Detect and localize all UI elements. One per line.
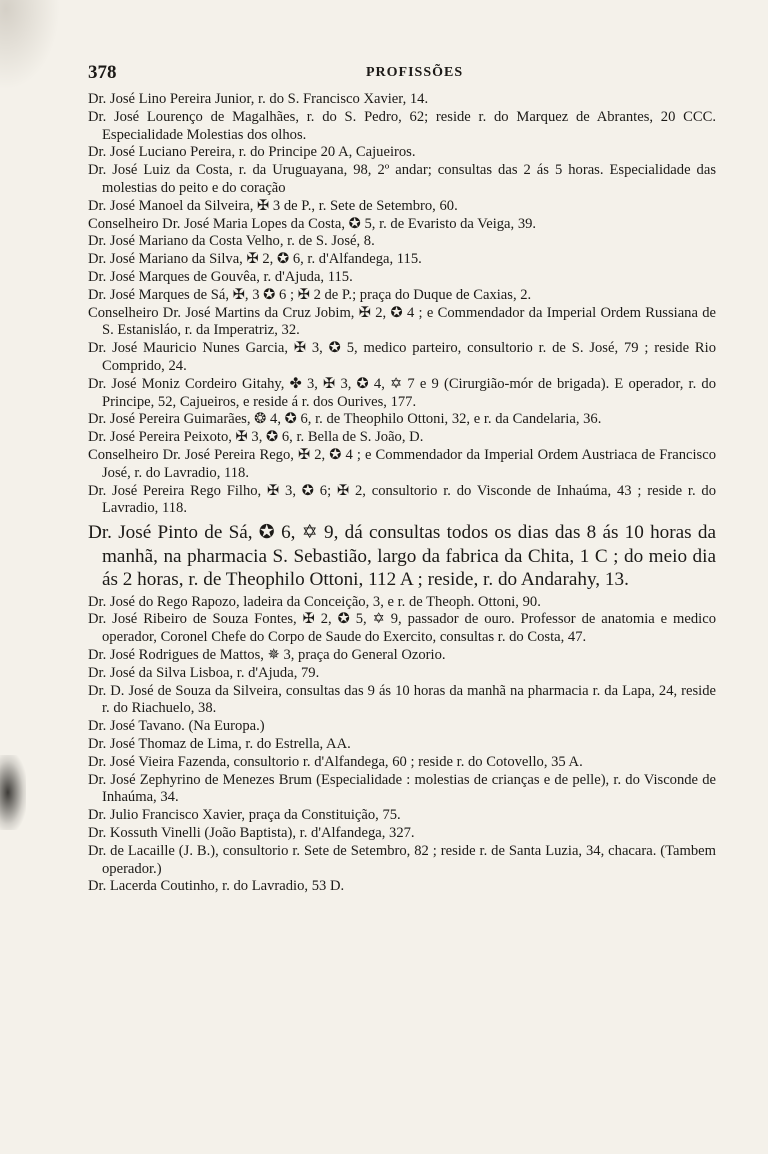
directory-entry: Dr. José da Silva Lisboa, r. d'Ajuda, 79. <box>88 664 320 681</box>
page-header <box>88 62 728 84</box>
directory-entry: Dr. José Pereira Peixoto, ✠ 3, ✪ 6, r. Bella de S. João, D. <box>88 429 424 446</box>
running-title: PROFISSÕES <box>366 65 464 80</box>
directory-entry: Dr. José Mariano da Silva, ✠ 2, ✪ 6, r. d'Alfandega, 115. <box>88 251 422 268</box>
directory-entry: Dr. José do Rego Rapozo, ladeira da Conceição, 3, e r. de Theoph. Ottoni, 90. <box>88 593 541 610</box>
directory-entry: Dr. José Lino Pereira Junior, r. do S. Francisco Xavier, 14. <box>88 91 429 107</box>
directory-entry: Dr. José Moniz Cordeiro Gitahy, ✤ 3, ✠ 3, ✪ 4, ✡ 7 e 9 (Cirurgião-mór de brigada). E operador, r. do Principe, 52, Cajueiros, e reside á r. dos Ourives, 177. <box>88 375 716 410</box>
directory-entry: Dr. José Ribeiro de Souza Fontes, ✠ 2, ✪ 5, ✡ 9, passador de ouro. Professor de anatomia e medico operador, Coronel Chefe do Corpo de Saude do Exercito, consultas r. do Costa, 47. <box>88 611 716 646</box>
directory-entry: Dr. José Lourenço de Magalhães, r. do S. Pedro, 62; reside r. do Marquez de Abrantes, 20 CCC. Especialidade Molestias dos olhos. <box>88 108 716 143</box>
directory-entry: Dr. de Lacaille (J. B.), consultorio r. Sete de Setembro, 82 ; reside r. de Santa Luzia, 34, chacara. (Tambem operador.) <box>88 842 716 877</box>
directory-entry: Dr. José Luiz da Costa, r. da Uruguayana, 98, 2º andar; consultas das 2 ás 5 horas. Especialidade das molestias do peito e do coração <box>88 162 716 196</box>
directory-entry: Conselheiro Dr. José Maria Lopes da Costa, ✪ 5, r. de Evaristo da Veiga, 39. <box>88 215 537 232</box>
directory-entry: Dr. José Pereira Rego Filho, ✠ 3, ✪ 6; ✠ 2, consultorio r. do Visconde de Inhaúma, 43 ; reside r. do Lavradio, 118. <box>88 482 716 517</box>
directory-entry: Dr. José Mariano da Costa Velho, r. de S. José, 8. <box>88 233 375 250</box>
directory-entry: Dr. José Thomaz de Lima, r. do Estrella, AA. <box>88 736 351 752</box>
directory-entry: Conselheiro Dr. José Martins da Cruz Jobim, ✠ 2, ✪ 4 ; e Commendador da Imperial Ordem Russiana de S. Estanisláo, r. da Imperatriz, 32. <box>88 304 716 339</box>
directory-entries <box>88 91 716 896</box>
directory-entry: Dr. José Marques de Sá, ✠, 3 ✪ 6 ; ✠ 2 de P.; praça do Duque de Caxias, 2. <box>88 286 532 303</box>
directory-entry: Dr. José Marques de Gouvêa, r. d'Ajuda, 115. <box>88 268 353 285</box>
paper-stain <box>0 0 60 90</box>
directory-entry: Dr. José Vieira Fazenda, consultorio r. d'Alfandega, 60 ; reside r. do Cotovello, 35 A. <box>88 753 583 770</box>
margin-ink-mark <box>0 755 26 830</box>
directory-entry: Dr. José Luciano Pereira, r. do Principe 20 A, Cajueiros. <box>88 144 416 161</box>
directory-entry: Dr. José Tavano. (Na Europa.) <box>88 718 265 735</box>
directory-entry: Dr. Julio Francisco Xavier, praça da Constituição, 75. <box>88 807 401 824</box>
directory-entry: Dr. José Rodrigues de Mattos, ✵ 3, praça do General Ozorio. <box>88 647 446 664</box>
directory-entry: Dr. José Zephyrino de Menezes Brum (Especialidade : molestias de crianças e de pelle), r. do Visconde de Inhaúma, 34. <box>88 771 716 806</box>
directory-entry: Dr. Lacerda Coutinho, r. do Lavradio, 53 D. <box>88 878 345 895</box>
directory-entry: Dr. José Mauricio Nunes Garcia, ✠ 3, ✪ 5, medico parteiro, consultorio r. de S. José, 79 ; reside Rio Comprido, 24. <box>88 340 716 374</box>
directory-entry: Conselheiro Dr. José Pereira Rego, ✠ 2, ✪ 4 ; e Commendador da Imperial Ordem Austriaca de Francisco José, r. do Lavradio, 118. <box>88 446 716 481</box>
directory-entry: Dr. José Pereira Guimarães, ❂ 4, ✪ 6, r. de Theophilo Ottoni, 32, e r. da Candelaria, 36. <box>88 411 602 428</box>
directory-entry: Dr. D. José de Souza da Silveira, consultas das 9 ás 10 horas da manhã na pharmacia r. da Lapa, 24, reside r. do Riachuelo, 38. <box>88 682 716 717</box>
directory-entry: Dr. José Pinto de Sá, ✪ 6, ✡ 9, dá consultas todos os dias das 8 ás 10 horas da manhã, na pharmacia S. Sebastião, largo da fabrica da Chita, 1 C ; do meio dia ás 2 horas, r. de Theophilo Ottoni, 112 A ; reside, r. do Andarahy, 13. <box>88 522 716 591</box>
directory-entry: Dr. José Manoel da Silveira, ✠ 3 de P., r. Sete de Setembro, 60. <box>88 197 458 214</box>
page-number: 378 <box>88 62 117 83</box>
directory-entry: Dr. Kossuth Vinelli (João Baptista), r. d'Alfandega, 327. <box>88 824 415 841</box>
